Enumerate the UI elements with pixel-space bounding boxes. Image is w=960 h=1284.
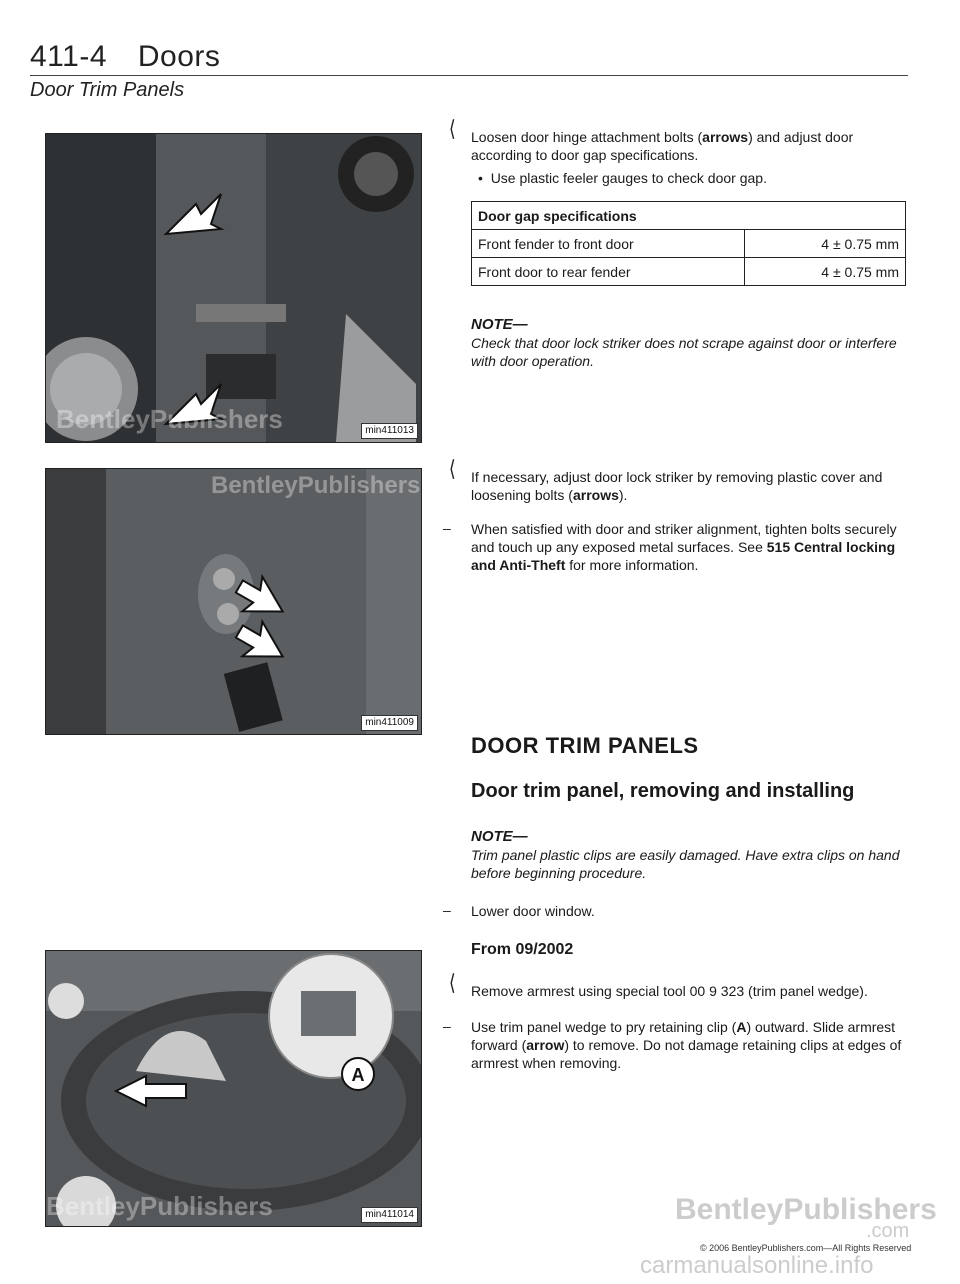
step-remove-armrest: Remove armrest using special tool 00 9 323 (trim panel wedge). (471, 983, 868, 999)
table-row (472, 230, 906, 258)
photo-tag: min411009 (361, 715, 418, 731)
header-rule (30, 75, 908, 76)
section-title-text: DOOR TRIM PANELS (471, 733, 699, 758)
step-adjust-striker (471, 468, 911, 504)
step-text: ). (618, 487, 628, 503)
from-date-heading: From 09/2002 (471, 941, 574, 958)
note-heading: NOTE— (471, 828, 528, 845)
step-text: When satisfied with door and striker alignment, tighten bolts securely and touch up any exposed metal surfaces. See (471, 521, 897, 555)
photo-watermark: BentleyPublishers (56, 404, 283, 434)
photo-armrest (45, 950, 422, 1227)
photo-tag: min411014 (361, 1207, 418, 1223)
step-loosen-hinge (471, 128, 911, 164)
site-watermark: carmanualsonline.info (640, 1252, 874, 1279)
note-heading: NOTE— (471, 316, 528, 333)
step-bold: arrow (526, 1037, 565, 1053)
dash-marker: – (443, 902, 451, 918)
spec-table-title: Door gap specifications (472, 202, 906, 230)
step-pry-clip (471, 1018, 911, 1072)
note-body: Check that door lock striker does not scrape against door or interfere with door operation. (471, 335, 897, 369)
step-bold: A (736, 1019, 747, 1035)
step-bold: arrows (702, 129, 749, 145)
bullet-text: Use plastic feeler gauges to check door gap. (490, 170, 767, 186)
bullet-feeler-gauges (478, 169, 767, 187)
dash-marker: – (443, 520, 451, 536)
step-text: Use trim panel wedge to pry retaining clip ( (471, 1019, 737, 1035)
step-text: Loosen door hinge attachment bolts ( (471, 129, 703, 145)
photo-tag: min411013 (361, 423, 418, 439)
note-body: Trim panel plastic clips are easily damaged. Have extra clips on hand before beginning procedure. (471, 847, 900, 881)
armrest-illustration (46, 951, 421, 1226)
page-number: 411-4 (30, 40, 108, 73)
step-bold: arrows (572, 487, 619, 503)
photo-watermark: BentleyPublishers (46, 1191, 273, 1221)
photo-door-striker (45, 468, 422, 735)
section-title (471, 733, 699, 759)
publisher-brand: BentleyPublishers (675, 1193, 937, 1226)
step-lower-window: Lower door window. (471, 903, 595, 919)
step-text: for more information. (565, 557, 699, 573)
spec-label: Front door to rear fender (472, 258, 745, 286)
page-subtitle: Door Trim Panels (30, 79, 185, 101)
publisher-brand-com: .com (866, 1220, 910, 1242)
step-tighten-bolts (471, 520, 911, 574)
step-text: If necessary, adjust door lock striker by removing plastic cover and loosening bolts ( (471, 469, 883, 503)
spec-label: Front fender to front door (472, 230, 745, 258)
callout-a-label: A (351, 1065, 365, 1085)
step-bold: 515 Central locking and Anti-Theft (471, 539, 896, 573)
bullet-dot-icon: • (478, 170, 483, 186)
door-hinge-illustration (46, 134, 421, 442)
step-text: ) and adjust door according to door gap specifications. (471, 129, 854, 163)
step-text: ) outward. Slide armrest forward ( (471, 1019, 896, 1053)
section-subheading: Door trim panel, removing and installing (471, 780, 855, 802)
photo-watermark: BentleyPublishers (211, 472, 421, 499)
step-text: ) to remove. Do not damage retaining clips at edges of armrest when removing. (471, 1037, 902, 1071)
dash-marker: – (443, 1018, 451, 1034)
table-row (472, 258, 906, 286)
door-gap-spec-table (471, 201, 906, 286)
step-pointer-icon: ⟨ (448, 456, 456, 481)
spec-value: 4 ± 0.75 mm (745, 258, 906, 286)
chapter-title: Doors (137, 40, 221, 73)
page-header (30, 40, 220, 74)
spec-value: 4 ± 0.75 mm (745, 230, 906, 258)
door-striker-illustration (46, 469, 421, 734)
step-pointer-icon: ⟨ (448, 970, 456, 995)
copyright-text: © 2006 BentleyPublishers.com—All Rights Reserved (700, 1243, 912, 1253)
step-pointer-icon: ⟨ (448, 116, 456, 141)
photo-door-hinge (45, 133, 422, 443)
